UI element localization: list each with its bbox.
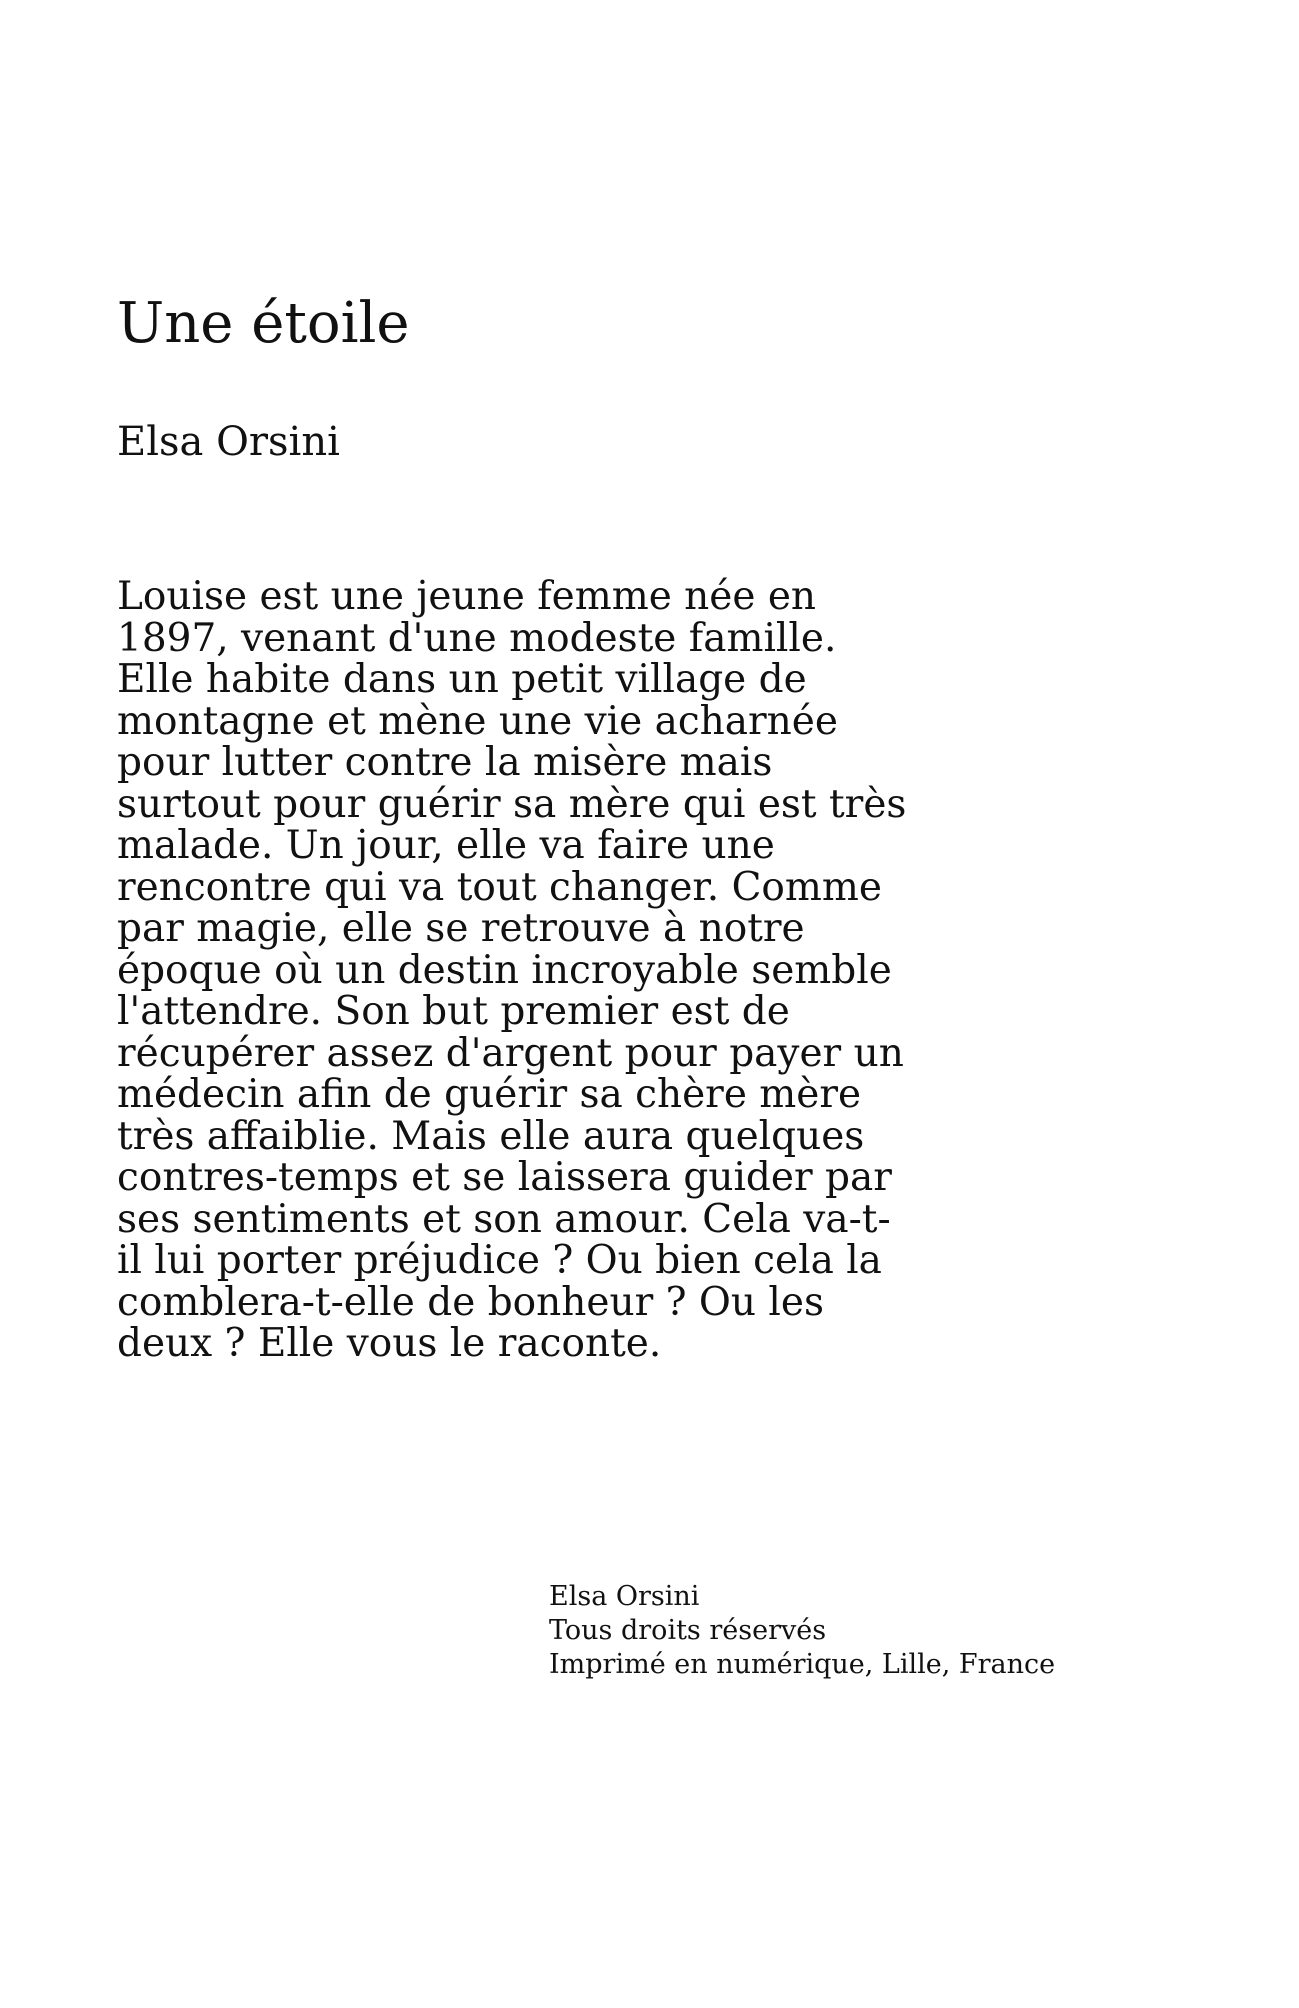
colophon-printed: Imprimé en numérique, Lille, France	[549, 1649, 1056, 1680]
summary-line: 1897, venant d'une modeste famille.	[117, 615, 837, 661]
summary-line: époque où un destin incroyable semble	[117, 947, 892, 993]
summary-line: pour lutter contre la misère mais	[117, 740, 773, 785]
colophon	[549, 1580, 1055, 1682]
colophon-rights: Tous droits réservés	[549, 1615, 827, 1646]
summary-line: ses sentiments et son amour. Cela va-t-	[117, 1196, 891, 1242]
book-title: Une étoile	[117, 291, 410, 356]
summary-line: Elle habite dans un petit village de	[117, 657, 807, 702]
summary-line: deux ? Elle vous le raconte.	[117, 1321, 662, 1366]
book-summary	[117, 576, 906, 1365]
summary-line: l'attendre. Son but premier est de	[117, 989, 790, 1034]
summary-line: médecin afin de guérir sa chère mère	[117, 1072, 862, 1117]
summary-line: malade. Un jour, elle va faire une	[117, 823, 775, 868]
summary-line: rencontre qui va tout changer. Comme	[117, 864, 882, 910]
summary-line: comblera-t-elle de bonheur ? Ou les	[117, 1279, 824, 1325]
summary-line: Louise est une jeune femme née en	[117, 574, 817, 619]
summary-line: récupérer assez d'argent pour payer un	[117, 1030, 904, 1076]
summary-line: il lui porter préjudice ? Ou bien cela la	[117, 1238, 882, 1283]
book-author: Elsa Orsini	[117, 419, 340, 465]
summary-line: montagne et mène une vie acharnée	[117, 698, 838, 744]
summary-line: surtout pour guérir sa mère qui est très	[117, 781, 907, 827]
summary-line: contres-temps et se laissera guider par	[117, 1155, 892, 1200]
colophon-author: Elsa Orsini	[549, 1581, 700, 1612]
summary-line: par magie, elle se retrouve à notre	[117, 906, 805, 951]
summary-line: très affaiblie. Mais elle aura quelques	[117, 1113, 865, 1159]
